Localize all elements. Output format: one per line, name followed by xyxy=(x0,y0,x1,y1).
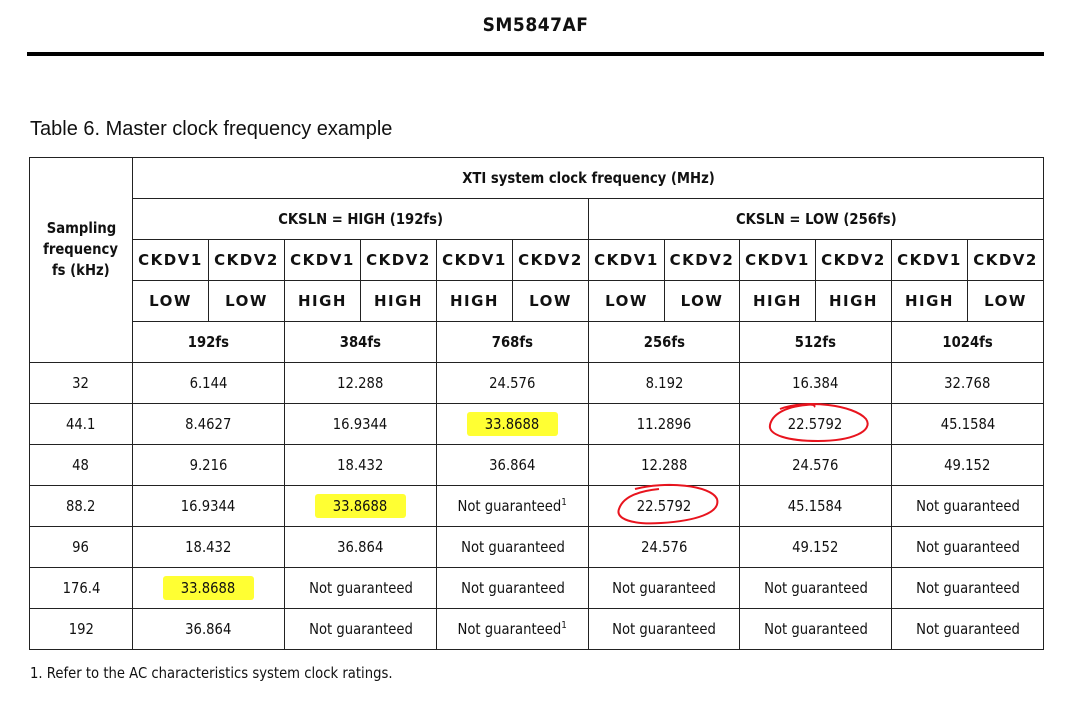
fs-cell: 88.2 xyxy=(30,486,133,527)
ratio-header: 1024fs xyxy=(892,322,1044,363)
ckdv1-value: LOW xyxy=(133,281,209,322)
yellow-highlight: 33.8688 xyxy=(163,576,253,600)
table-row xyxy=(30,609,1044,650)
group-header-high: CKSLN = HIGH (192fs) xyxy=(133,199,589,240)
ckdv1-value: LOW xyxy=(589,281,665,322)
value-cell: 24.576 xyxy=(740,445,892,486)
table-row xyxy=(30,445,1044,486)
table-row xyxy=(30,527,1044,568)
value-cell: 6.144 xyxy=(133,363,285,404)
ckdv1-value: HIGH xyxy=(437,281,513,322)
value-cell-circled xyxy=(740,404,892,445)
red-circle-annotation: 22.5792 xyxy=(633,497,695,515)
value-cell: 36.864 xyxy=(133,609,285,650)
value-cell: Not guaranteed xyxy=(285,568,437,609)
ratio-row xyxy=(30,322,1044,363)
ckdv2-label: CKDV2 xyxy=(209,240,285,281)
table-row xyxy=(30,363,1044,404)
value-cell: Not guaranteed xyxy=(892,609,1044,650)
document-header-title: SM5847AF xyxy=(482,14,589,36)
value-cell: 24.576 xyxy=(589,527,740,568)
value-cell: 8.4627 xyxy=(133,404,285,445)
footnote-marker: 1 xyxy=(561,620,568,631)
value-cell: 49.152 xyxy=(740,527,892,568)
ratio-header: 384fs xyxy=(285,322,437,363)
ratio-header: 512fs xyxy=(740,322,892,363)
ckdv2-value: LOW xyxy=(513,281,589,322)
fs-cell: 44.1 xyxy=(30,404,133,445)
value-cell: 16.9344 xyxy=(285,404,437,445)
ckdv2-label: CKDV2 xyxy=(665,240,740,281)
value-cell: 16.9344 xyxy=(133,486,285,527)
ckdv2-value: LOW xyxy=(665,281,740,322)
fs-cell: 96 xyxy=(30,527,133,568)
value-cell: Not guaranteed xyxy=(437,527,589,568)
value-cell: 18.432 xyxy=(285,445,437,486)
value-cell: 8.192 xyxy=(589,363,740,404)
row-header-line: Sampling xyxy=(46,218,116,237)
ckdv2-label: CKDV2 xyxy=(816,240,892,281)
value-cell: 45.1584 xyxy=(740,486,892,527)
row-header-cell xyxy=(30,158,133,363)
ratio-header: 768fs xyxy=(437,322,589,363)
ckdv1-label: CKDV1 xyxy=(437,240,513,281)
value-cell: Not guaranteed xyxy=(740,568,892,609)
ckdv1-value: HIGH xyxy=(892,281,968,322)
value-cell-highlighted xyxy=(285,486,437,527)
fs-cell: 48 xyxy=(30,445,133,486)
value-cell: 9.216 xyxy=(133,445,285,486)
value-cell: 16.384 xyxy=(740,363,892,404)
header-rule xyxy=(27,52,1044,56)
value-cell: Not guaranteed xyxy=(892,486,1044,527)
footnote-marker: 1 xyxy=(561,497,568,508)
value-cell: Not guaranteed xyxy=(589,609,740,650)
value-cell: 24.576 xyxy=(437,363,589,404)
value-cell: 49.152 xyxy=(892,445,1044,486)
ckdv-value-row xyxy=(30,281,1044,322)
value-cell: Not guaranteed xyxy=(285,609,437,650)
value-cell: 32.768 xyxy=(892,363,1044,404)
ckdv2-label: CKDV2 xyxy=(968,240,1044,281)
value-cell: Not guaranteed xyxy=(437,568,589,609)
table-footnote: 1. Refer to the AC characteristics system clock ratings. xyxy=(30,664,393,682)
ckdv1-value: HIGH xyxy=(740,281,816,322)
yellow-highlight: 33.8688 xyxy=(467,412,557,436)
value-cell-highlighted xyxy=(437,404,589,445)
value-cell: 45.1584 xyxy=(892,404,1044,445)
value-cell: 12.288 xyxy=(589,445,740,486)
ckdv1-label: CKDV1 xyxy=(589,240,665,281)
row-header-line: fs (kHz) xyxy=(52,260,110,279)
value-cell: Not guaranteed xyxy=(892,527,1044,568)
ckdv1-label: CKDV1 xyxy=(740,240,816,281)
value-cell: Not guaranteed xyxy=(740,609,892,650)
ckdv2-value: HIGH xyxy=(816,281,892,322)
table-caption: Table 6. Master clock frequency example xyxy=(30,118,393,140)
ckdv2-value: LOW xyxy=(968,281,1044,322)
master-clock-table xyxy=(29,157,1044,650)
ckdv1-label: CKDV1 xyxy=(285,240,361,281)
top-header-cell: XTI system clock frequency (MHz) xyxy=(133,158,1044,199)
value-cell-circled xyxy=(589,486,740,527)
ckdv2-label: CKDV2 xyxy=(361,240,437,281)
value-cell: 36.864 xyxy=(285,527,437,568)
fs-cell: 32 xyxy=(30,363,133,404)
ckdv1-label: CKDV1 xyxy=(133,240,209,281)
ratio-header: 192fs xyxy=(133,322,285,363)
table-row xyxy=(30,486,1044,527)
value-cell: Not guaranteed$^1$ xyxy=(437,486,589,527)
fs-cell: 192 xyxy=(30,609,133,650)
value-cell: Not guaranteed$^1$ xyxy=(437,609,589,650)
table-row xyxy=(30,568,1044,609)
value-cell: 12.288 xyxy=(285,363,437,404)
ckdv-label-row xyxy=(30,240,1044,281)
row-header-line: frequency xyxy=(43,239,119,258)
yellow-highlight: 33.8688 xyxy=(315,494,405,518)
value-cell: Not guaranteed xyxy=(892,568,1044,609)
value-cell: 18.432 xyxy=(133,527,285,568)
red-circle-annotation: 22.5792 xyxy=(784,415,846,433)
value-cell: 36.864 xyxy=(437,445,589,486)
value-cell-highlighted xyxy=(133,568,285,609)
ckdv2-value: LOW xyxy=(209,281,285,322)
fs-cell: 176.4 xyxy=(30,568,133,609)
ckdv1-label: CKDV1 xyxy=(892,240,968,281)
ckdv1-value: HIGH xyxy=(285,281,361,322)
ckdv2-label: CKDV2 xyxy=(513,240,589,281)
table-row xyxy=(30,404,1044,445)
value-cell: 11.2896 xyxy=(589,404,740,445)
value-cell: Not guaranteed xyxy=(589,568,740,609)
ckdv2-value: HIGH xyxy=(361,281,437,322)
group-header-low: CKSLN = LOW (256fs) xyxy=(589,199,1044,240)
ratio-header: 256fs xyxy=(589,322,740,363)
